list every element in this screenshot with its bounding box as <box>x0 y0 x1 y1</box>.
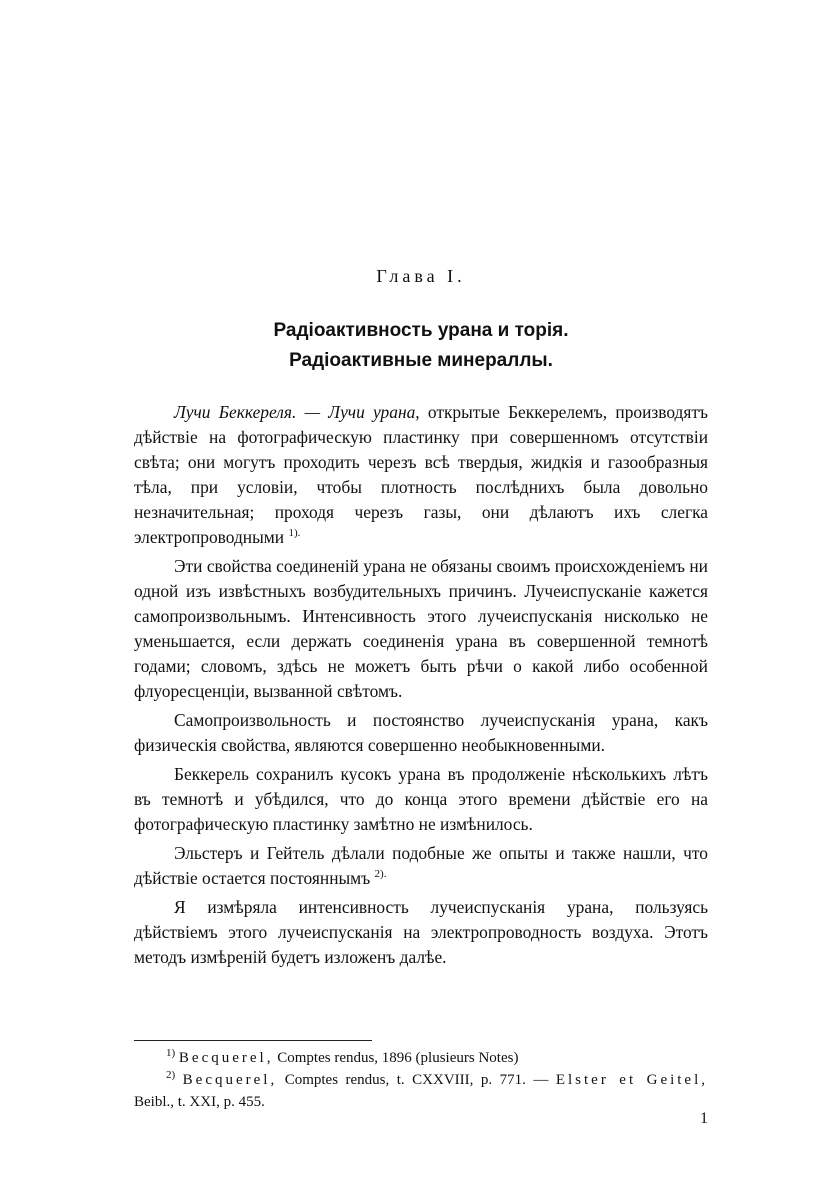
paragraph-5 <box>134 841 708 891</box>
italic-lead: Лучи Беккереля. — Лучи урана, <box>174 402 420 422</box>
body-text <box>134 400 708 970</box>
footnote-ref-2: 2). <box>374 868 387 881</box>
page-number: 1 <box>700 1110 708 1127</box>
chapter-title-line-1: Радіоактивность урана и торія. <box>273 320 569 341</box>
chapter-title <box>134 316 708 376</box>
footnote-text: Comptes rendus, 1896 (plusieurs Notes) <box>273 1050 519 1066</box>
chapter-heading: Глава I. <box>376 266 466 286</box>
paragraph-1 <box>134 400 708 550</box>
footnote-text: Comptes rendus, t. CXXVIII, p. 771. — <box>277 1072 556 1088</box>
chapter-title-line-2: Радіоактивные минераллы. <box>289 350 553 371</box>
paragraph-text: Эльстеръ и Гейтель дѣлали подобные же опыты и также нашли, что дѣйствіе остается постояннымъ <box>134 843 708 888</box>
footnote-2 <box>134 1069 708 1113</box>
footnote-author-2: Elster et Geitel, <box>555 1072 709 1088</box>
footnote-text-2: Beibl., t. XXI, p. 455. <box>134 1094 265 1110</box>
footnote-1 <box>134 1047 708 1069</box>
footnote-divider <box>134 1040 372 1041</box>
paragraph-2: Эти свойства соединеній урана не обязаны своимъ происхожденіемъ ни одной изъ извѣстныхъ возбудительныхъ причинъ. Лучеиспусканіе кажется самопроизвольнымъ. Интенсивность этого лучеиспусканія нисколько не уменьшается, если держать соединенія урана въ совершенной темнотѣ годами; словомъ, здѣсь не можетъ быть рѣчи о какой либо особенной флуоресценціи, вызванной свѣтомъ. <box>134 556 708 701</box>
footnotes <box>134 1047 708 1113</box>
footnote-author: Becquerel, <box>182 1072 278 1088</box>
paragraph-3: Самопроизвольность и постоянство лучеиспусканія урана, какъ физическія свойства, являются совершенно необыкновенными. <box>134 710 708 755</box>
paragraph-text: открытые Беккерелемъ, производятъ дѣйствіе на фотографическую пластинку при совершенномъ отсутствіи свѣта; они могутъ проходить черезъ всѣ твердыя, жидкія и газообразныя тѣла, при условіи, чтобы плотность послѣднихъ была довольно незначительная; проходя черезъ газы, они дѣлаютъ ихъ слегка электропроводными <box>134 402 708 547</box>
footnote-mark: 2) <box>166 1069 176 1081</box>
paragraph-6: Я измѣряла интенсивность лучеиспусканія урана, пользуясь дѣйствіемъ этого лучеиспусканія на электропроводность воздуха. Этотъ методъ измѣреній будетъ изложенъ далѣе. <box>134 897 708 967</box>
footnote-author: Becquerel, <box>178 1050 274 1066</box>
footnote-mark: 1) <box>166 1047 176 1059</box>
footnote-ref-1: 1). <box>288 527 301 540</box>
paragraph-4: Беккерель сохранилъ кусокъ урана въ продолженіе нѣсколькихъ лѣтъ въ темнотѣ и убѣдился, что до конца этого времени дѣйствіе его на фотографическую пластинку замѣтно не измѣнилось. <box>134 764 708 834</box>
